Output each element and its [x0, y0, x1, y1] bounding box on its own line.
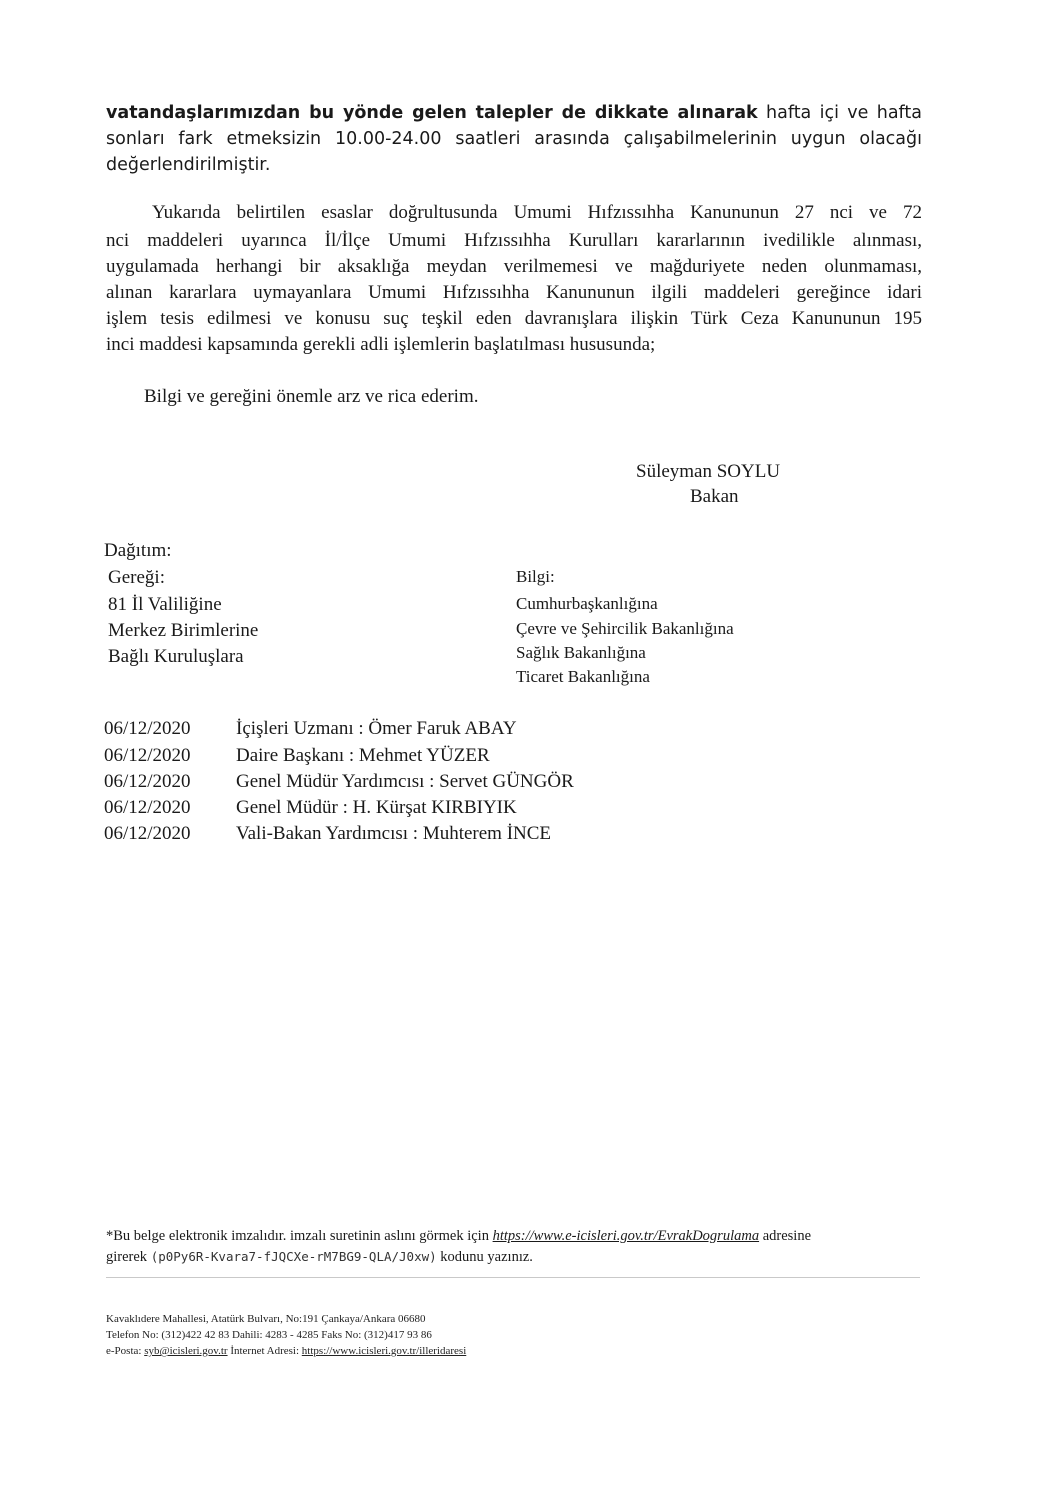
distribution-info-label: Bilgi:: [516, 567, 555, 586]
e-signature-note-text: girerek: [106, 1249, 151, 1265]
approval-entry: Vali-Bakan Yardımcısı : Muhterem İNCE: [236, 823, 552, 844]
footer-web-label: İnternet Adresi:: [227, 1345, 302, 1357]
approval-entry: Daire Başkanı : Mehmet YÜZER: [236, 745, 490, 766]
distribution-info-item: Cumhurbaşkanlığına: [516, 594, 658, 613]
paragraph2-line4: alınan kararlara uymayanlara Umumi Hıfzıssıhha Kanununun ilgili maddeleri gereğince idari: [106, 282, 922, 303]
verification-code: (p0Py6R-Kvara7-fJQCXe-rM7BG9-QLA/J0xw): [150, 1249, 437, 1264]
distribution-info-item: Ticaret Bakanlığına: [516, 667, 650, 686]
approval-entry: Genel Müdür : H. Kürşat KIRBIYIK: [236, 797, 517, 818]
paragraph1-line1-rest: hafta içi ve hafta: [757, 103, 922, 123]
approval-date: 06/12/2020: [104, 745, 191, 766]
approval-entry: Genel Müdür Yardımcısı : Servet GÜNGÖR: [236, 771, 574, 792]
footer-divider: [106, 1277, 920, 1278]
paragraph1-bold-text: vatandaşlarımızdan bu yönde gelen talepler de dikkate alınarak: [106, 103, 758, 123]
paragraph2-line1: Yukarıda belirtilen esaslar doğrultusunda Umumi Hıfzıssıhha Kanununun 27 nci ve 72: [152, 202, 922, 223]
e-signature-note-text: *Bu belge elektronik imzalıdır. imzalı suretinin aslını görmek için: [106, 1228, 493, 1244]
paragraph1-line2: sonları fark etmeksizin 10.00-24.00 saatleri arasında çalışabilmelerinin uygun olacağı: [106, 129, 922, 149]
distribution-action-label: Gereği:: [108, 567, 165, 588]
footer-email-label: e-Posta:: [106, 1345, 145, 1357]
paragraph2-line3: uygulamada herhangi bir aksaklığa meydan verilmemesi ve mağduriyete neden olunmaması,: [106, 256, 922, 277]
e-signature-note-line1: [106, 1226, 811, 1247]
distribution-action-item: 81 İl Valiliğine: [108, 594, 222, 615]
approval-date: 06/12/2020: [104, 797, 191, 818]
approval-date: 06/12/2020: [104, 718, 191, 739]
paragraph2-line2: nci maddeleri uyarınca İl/İlçe Umumi Hıfzıssıhha Kurulları kararlarının ivedilikle alınması,: [106, 230, 922, 251]
verification-link[interactable]: https://www.e-icisleri.gov.tr/EvrakDogrulama: [492, 1228, 760, 1244]
e-signature-note-line2: [106, 1246, 533, 1268]
approval-date: 06/12/2020: [104, 823, 191, 844]
closing-sentence: Bilgi ve gereğini önemle arz ve rica ederim.: [144, 386, 479, 407]
e-signature-note-text: adresine: [759, 1228, 812, 1244]
footer-email-link[interactable]: syb@icisleri.gov.tr: [144, 1345, 228, 1357]
paragraph1-line3: değerlendirilmiştir.: [106, 155, 271, 175]
distribution-heading: Dağıtım:: [104, 540, 172, 561]
approval-entry: İçişleri Uzmanı : Ömer Faruk ABAY: [236, 718, 517, 739]
footer-contact: [106, 1345, 466, 1357]
footer-phone: Telefon No: (312)422 42 83 Dahili: 4283 - 4285 Faks No: (312)417 93 86: [106, 1329, 432, 1341]
paragraph2-line6: inci maddesi kapsamında gerekli adli işlemlerin başlatılması hususunda;: [106, 334, 656, 355]
footer-web-link[interactable]: https://www.icisleri.gov.tr/illeridaresi: [301, 1345, 467, 1357]
distribution-info-item: Sağlık Bakanlığına: [516, 643, 646, 662]
distribution-action-item: Merkez Birimlerine: [108, 620, 259, 641]
distribution-action-item: Bağlı Kuruluşlara: [108, 646, 244, 667]
signatory-name: Süleyman SOYLU: [636, 461, 781, 482]
e-signature-note-text: kodunu yazınız.: [436, 1249, 533, 1265]
paragraph2-line5: işlem tesis edilmesi ve konusu suç teşkil eden davranışlara ilişkin Türk Ceza Kanununun 195: [106, 308, 922, 329]
distribution-info-item: Çevre ve Şehircilik Bakanlığına: [516, 619, 734, 638]
signatory-title: Bakan: [690, 486, 739, 507]
footer-address: Kavaklıdere Mahallesi, Atatürk Bulvarı, No:191 Çankaya/Ankara 06680: [106, 1313, 426, 1325]
approval-date: 06/12/2020: [104, 771, 191, 792]
paragraph1-line1: [106, 100, 922, 127]
